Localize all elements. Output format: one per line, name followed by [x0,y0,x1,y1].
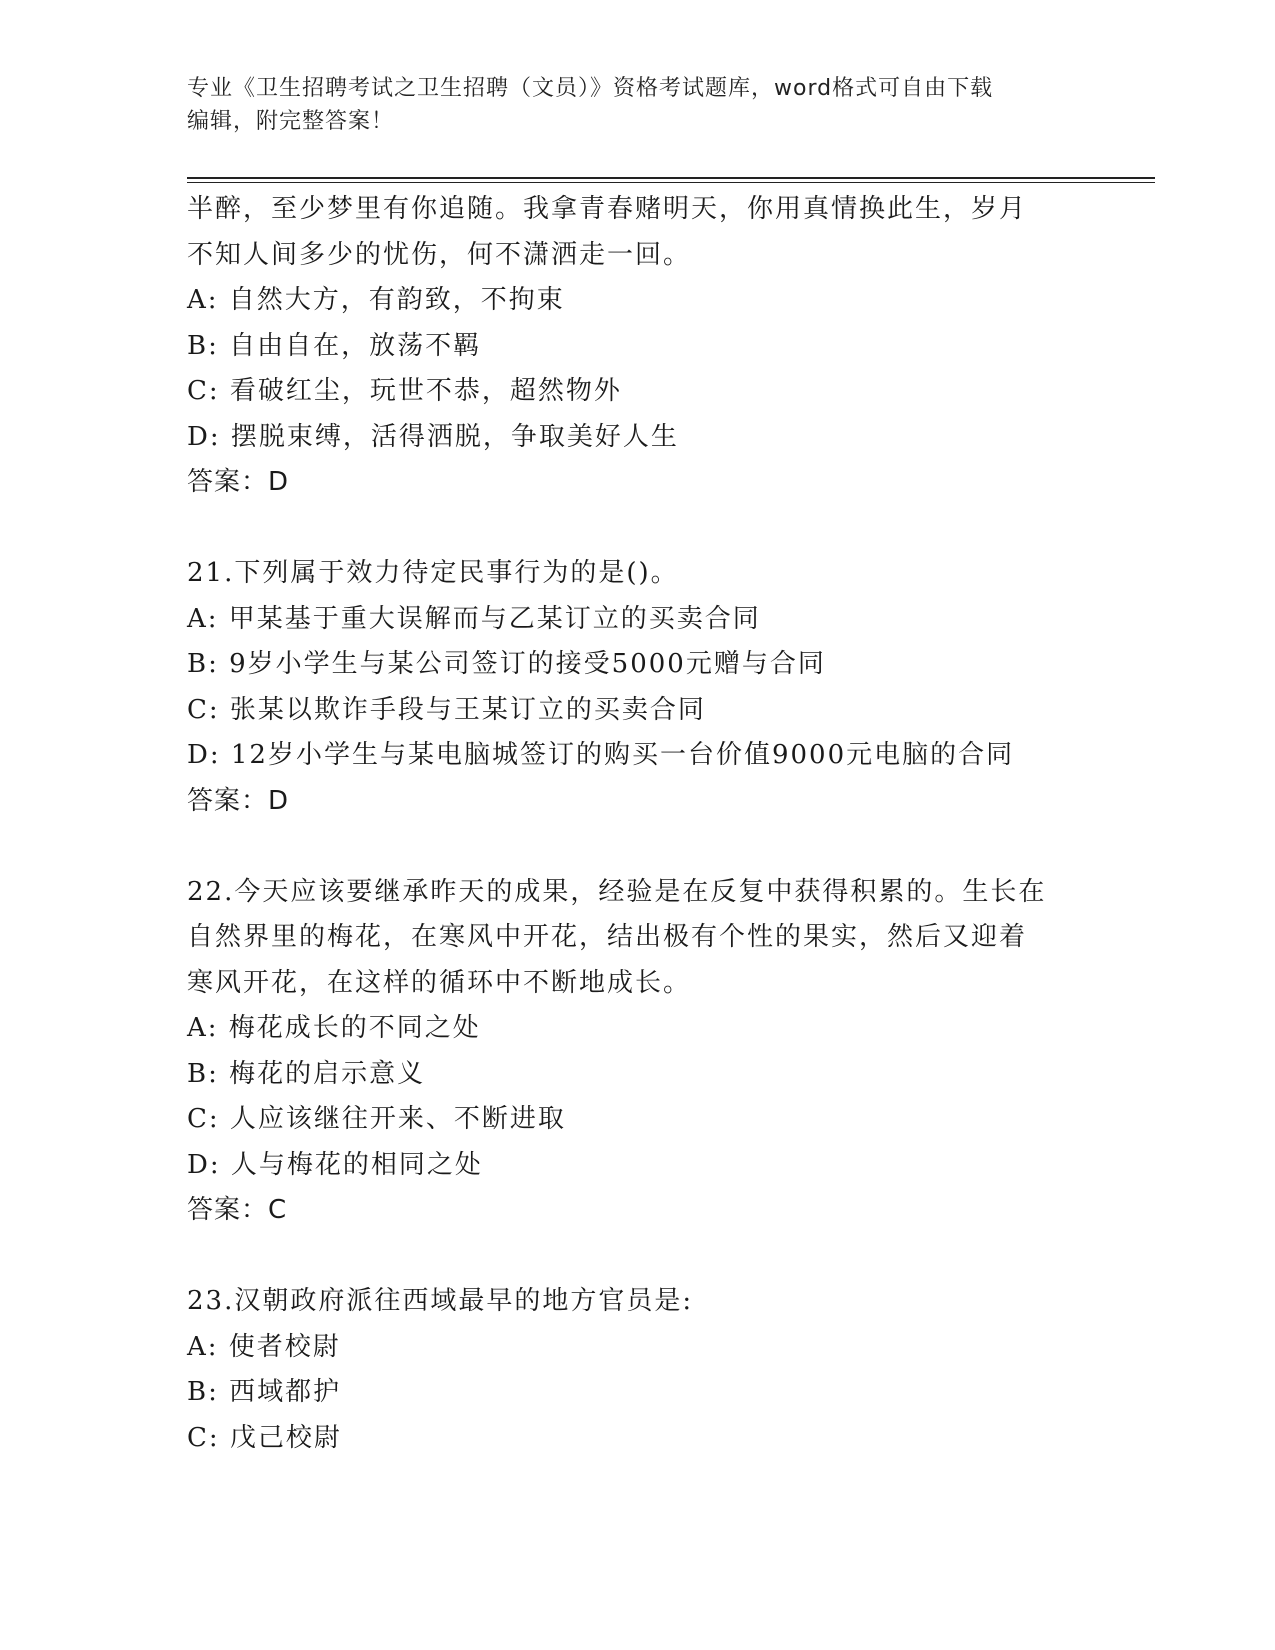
question-stem-line: 23.汉朝政府派往西域最早的地方官员是: [187,1286,694,1316]
option-b: B: 梅花的启示意义 [187,1058,426,1089]
header-line-1: 专业《卫生招聘考试之卫生招聘（文员）》资格考试题库，word格式可自由下载 [187,76,994,101]
header-rule-thick [187,177,1155,179]
option-a: A: 梅花成长的不同之处 [187,1013,481,1043]
option-c: C: 人应该继往开来、不断进取 [187,1104,566,1134]
option-c: C: 看破红尘，玩世不恭，超然物外 [187,376,622,406]
option-b: B: 自由自在，放荡不羁 [187,330,482,361]
question-block-23 [187,1279,1087,1461]
answer-line: 答案：D [187,785,290,816]
option-b: B: 西域都护 [187,1377,342,1407]
page-header [187,72,1067,138]
header-rule-thin [187,182,1155,183]
answer-line: 答案：D [187,467,290,497]
option-d: D: 人与梅花的相同之处 [187,1149,483,1180]
question-content [187,187,1087,1461]
question-stem-line: 寒风开花，在这样的循环中不断地成长。 [187,967,692,998]
header-line-2: 编辑，附完整答案！ [187,109,395,134]
spacer [187,824,1087,870]
spacer [187,1234,1087,1280]
option-c: C: 戊己校尉 [187,1422,342,1453]
option-c: C: 张某以欺诈手段与王某订立的买卖合同 [187,694,706,725]
question-stem-line: 不知人间多少的忧伤，何不潇洒走一回。 [187,239,692,270]
question-block-21 [187,551,1087,824]
option-a: A: 使者校尉 [187,1331,341,1362]
question-stem-line: 22.今天应该要继承昨天的成果，经验是在反复中获得积累的。生长在 [187,876,1047,907]
option-d: D: 12岁小学生与某电脑城签订的购买一台价值9000元电脑的合同 [187,740,1015,770]
question-block-22 [187,870,1087,1234]
question-block-continued [187,187,1087,506]
option-b: B: 9岁小学生与某公司签订的接受5000元赠与合同 [187,649,826,679]
question-stem-line: 自然界里的梅花，在寒风中开花，结出极有个性的果实，然后又迎着 [187,922,1028,952]
option-a: A: 甲某基于重大误解而与乙某订立的买卖合同 [187,603,761,634]
option-d: D: 摆脱束缚，活得洒脱，争取美好人生 [187,421,679,452]
question-stem-line: 21.下列属于效力待定民事行为的是()。 [187,558,679,588]
question-stem-line: 半醉，至少梦里有你追随。我拿青春赌明天，你用真情换此生，岁月 [187,194,1028,224]
spacer [187,506,1087,552]
option-a: A: 自然大方，有韵致，不拘束 [187,285,565,315]
answer-line: 答案：C [187,1195,288,1225]
